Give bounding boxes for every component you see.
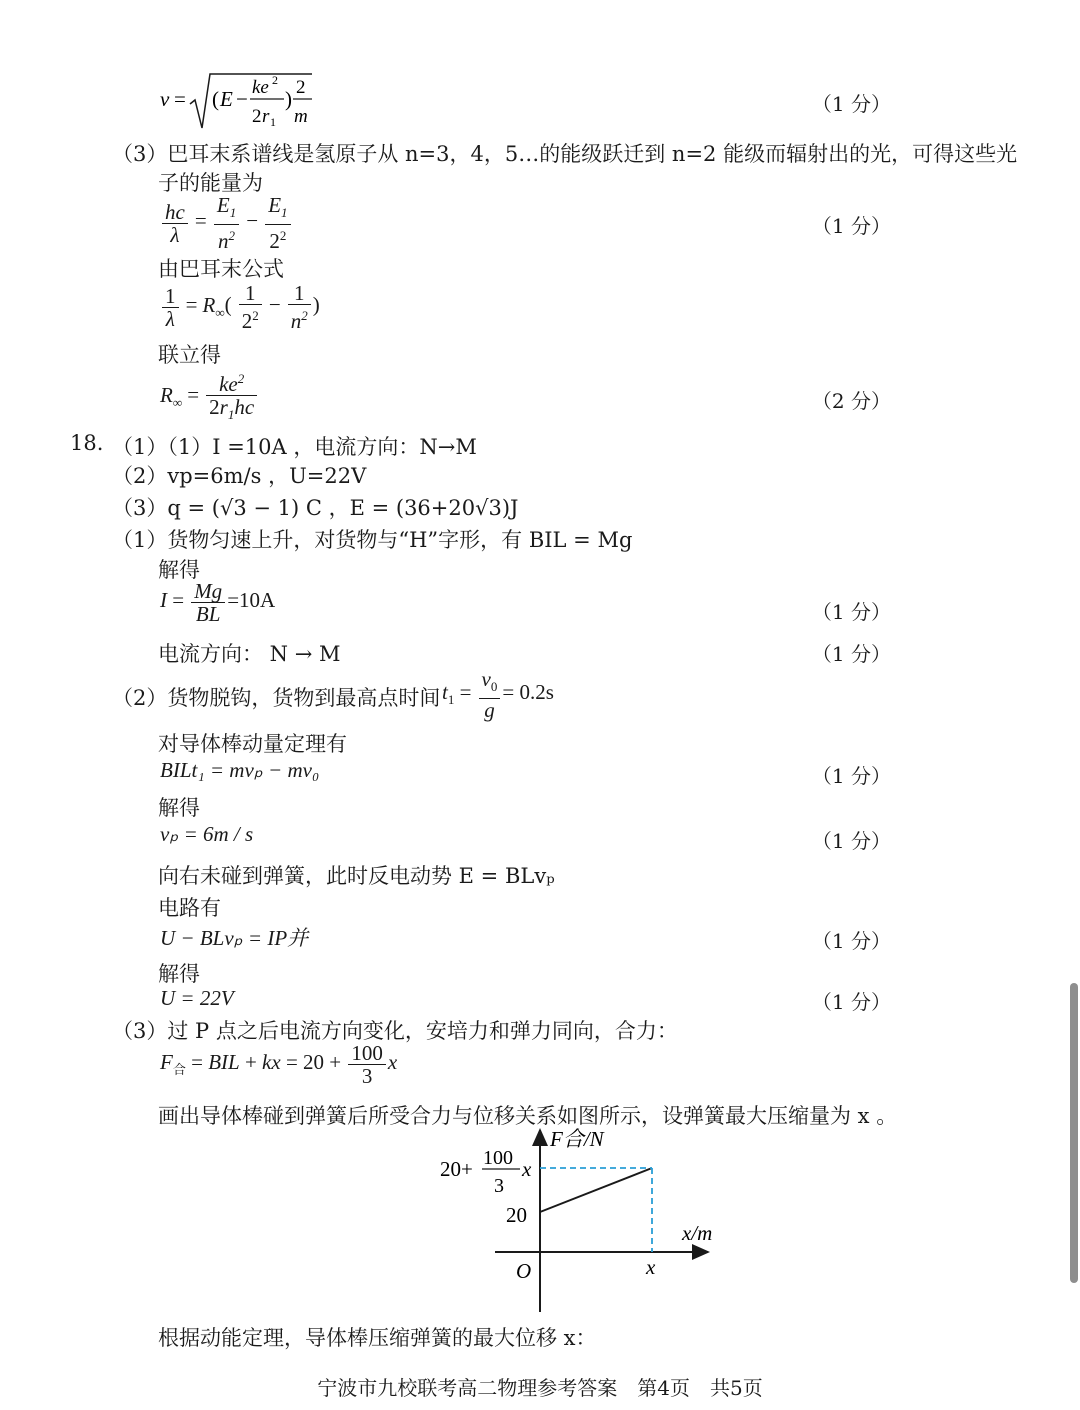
formula-photon-energy: $\frac{hc}{\lambda}$ = $\frac{E_1}{n^2}$ − $\frac{E_1}{2^2}$ — [160, 194, 293, 252]
svg-text:=: = — [174, 87, 186, 111]
score-circuit: （1 分） — [811, 929, 891, 953]
back-emf-text: 向右未碰到弹簧，此时反电动势 E = BLvₚ — [158, 864, 555, 888]
formula-net-force: $F_合$ = BIL + kx = 20 + $\frac{100}{3}$ x — [160, 1041, 398, 1088]
formula-circuit: U − BLvₚ = IP并 — [160, 926, 309, 950]
page-footer: 宁波市九校联考高二物理参考答案 第4页 共5页 — [317, 1376, 763, 1400]
force-displacement-graph — [430, 1122, 730, 1317]
svg-text:m: m — [294, 106, 308, 127]
formula-rydberg: $R_\infty$ = $\frac{ke^2}{2r_1hc}$ — [160, 368, 259, 426]
svg-text:r: r — [262, 106, 270, 127]
answer-2: （2）vp=6m/s ，U=22V — [112, 464, 367, 488]
p3-intro-line2: 子的能量为 — [158, 171, 263, 195]
y-axis-label: F合/N — [550, 1127, 604, 1151]
formula-t1: $t_1$ = $\frac{v_0}{g}$ = 0.2s — [442, 667, 554, 723]
circuit-label: 电路有 — [158, 896, 221, 920]
answer-3: （3）q = (√3 − 1) C ，E = (36+20√3)J — [112, 496, 519, 520]
svg-text:ke: ke — [252, 77, 269, 98]
svg-text:): ) — [285, 87, 292, 111]
score-rydberg: （2 分） — [811, 389, 891, 413]
momentum-label: 对导体棒动量定理有 — [158, 732, 347, 756]
formula-current: I = $\frac{Mg}{BL}$ =10A — [160, 579, 276, 626]
formula-momentum: BILt₁ = mvₚ − mv₀ — [160, 758, 320, 782]
score-velocity: （1 分） — [811, 92, 891, 116]
svg-text:−: − — [236, 87, 248, 111]
kinetic-energy-text: 根据动能定理，导体棒压缩弹簧的最大位移 x： — [158, 1326, 597, 1350]
scrollbar-thumb[interactable] — [1070, 983, 1078, 1283]
formula-vp: vₚ = 6m / s — [160, 822, 254, 846]
answer-1: （1）（1）I =10A ，电流方向：N→M — [112, 435, 477, 459]
formula-velocity — [160, 68, 330, 132]
svg-text:v: v — [160, 87, 170, 111]
score-photon-energy: （1 分） — [811, 214, 891, 238]
svg-text:1: 1 — [270, 115, 276, 129]
y-tick-20: 20 — [506, 1203, 527, 1227]
t1-result: = 0.2s — [502, 680, 554, 705]
velocity-formula-svg — [160, 68, 330, 132]
origin-label: O — [516, 1259, 532, 1283]
by-balmer-label: 由巴耳末公式 — [158, 257, 284, 281]
q18-number: 18. — [70, 431, 104, 455]
y-tick-top-prefix: 20+ — [440, 1157, 473, 1181]
svg-text:2: 2 — [296, 77, 306, 98]
formula-U: U = 22V — [160, 986, 234, 1010]
current-direction: 电流方向： N → M — [158, 642, 341, 666]
x-tick-label: x — [646, 1255, 656, 1279]
y-tick-top-var: x — [522, 1157, 532, 1181]
x-axis-label: x/m — [682, 1221, 713, 1245]
svg-text:(: ( — [212, 87, 219, 111]
y-tick-top-num: 100 — [483, 1147, 513, 1169]
solve-label-2: 解得 — [158, 796, 200, 820]
score-vp: （1 分） — [811, 829, 891, 853]
formula-balmer: $\frac{1}{\lambda}$ = $R_\infty$( $\frac{1}{2^2}$ − $\frac{1}{n^2}$ ) — [160, 282, 320, 332]
score-current: （1 分） — [811, 600, 891, 624]
combine-label: 联立得 — [158, 343, 221, 367]
solution-2-text: （2）货物脱钩，货物到最高点时间 — [112, 686, 441, 710]
score-direction: （1 分） — [811, 642, 891, 666]
svg-text:E: E — [220, 87, 233, 111]
score-U: （1 分） — [811, 990, 891, 1014]
force-line — [540, 1168, 652, 1212]
force-description: 画出导体棒碰到弹簧后所受合力与位移关系如图所示，设弹簧最大压缩量为 x 。 — [158, 1104, 898, 1128]
svg-text:2: 2 — [272, 73, 278, 87]
svg-text:2: 2 — [252, 106, 262, 127]
solve-label-3: 解得 — [158, 962, 200, 986]
solution-1-text: （1）货物匀速上升，对货物与“H”字形，有 BIL = Mg — [112, 528, 633, 552]
y-tick-top-den: 3 — [494, 1175, 504, 1197]
p3-intro-line1: （3）巴耳末系谱线是氢原子从 n=3，4，5…的能级跃迁到 n=2 能级而辐射出的光，可得这些光 — [112, 142, 1018, 166]
solution-3-text: （3）过 P 点之后电流方向变化，安培力和弹力同向，合力： — [112, 1019, 678, 1043]
solve-label-1: 解得 — [158, 558, 200, 582]
score-momentum: （1 分） — [811, 764, 891, 788]
